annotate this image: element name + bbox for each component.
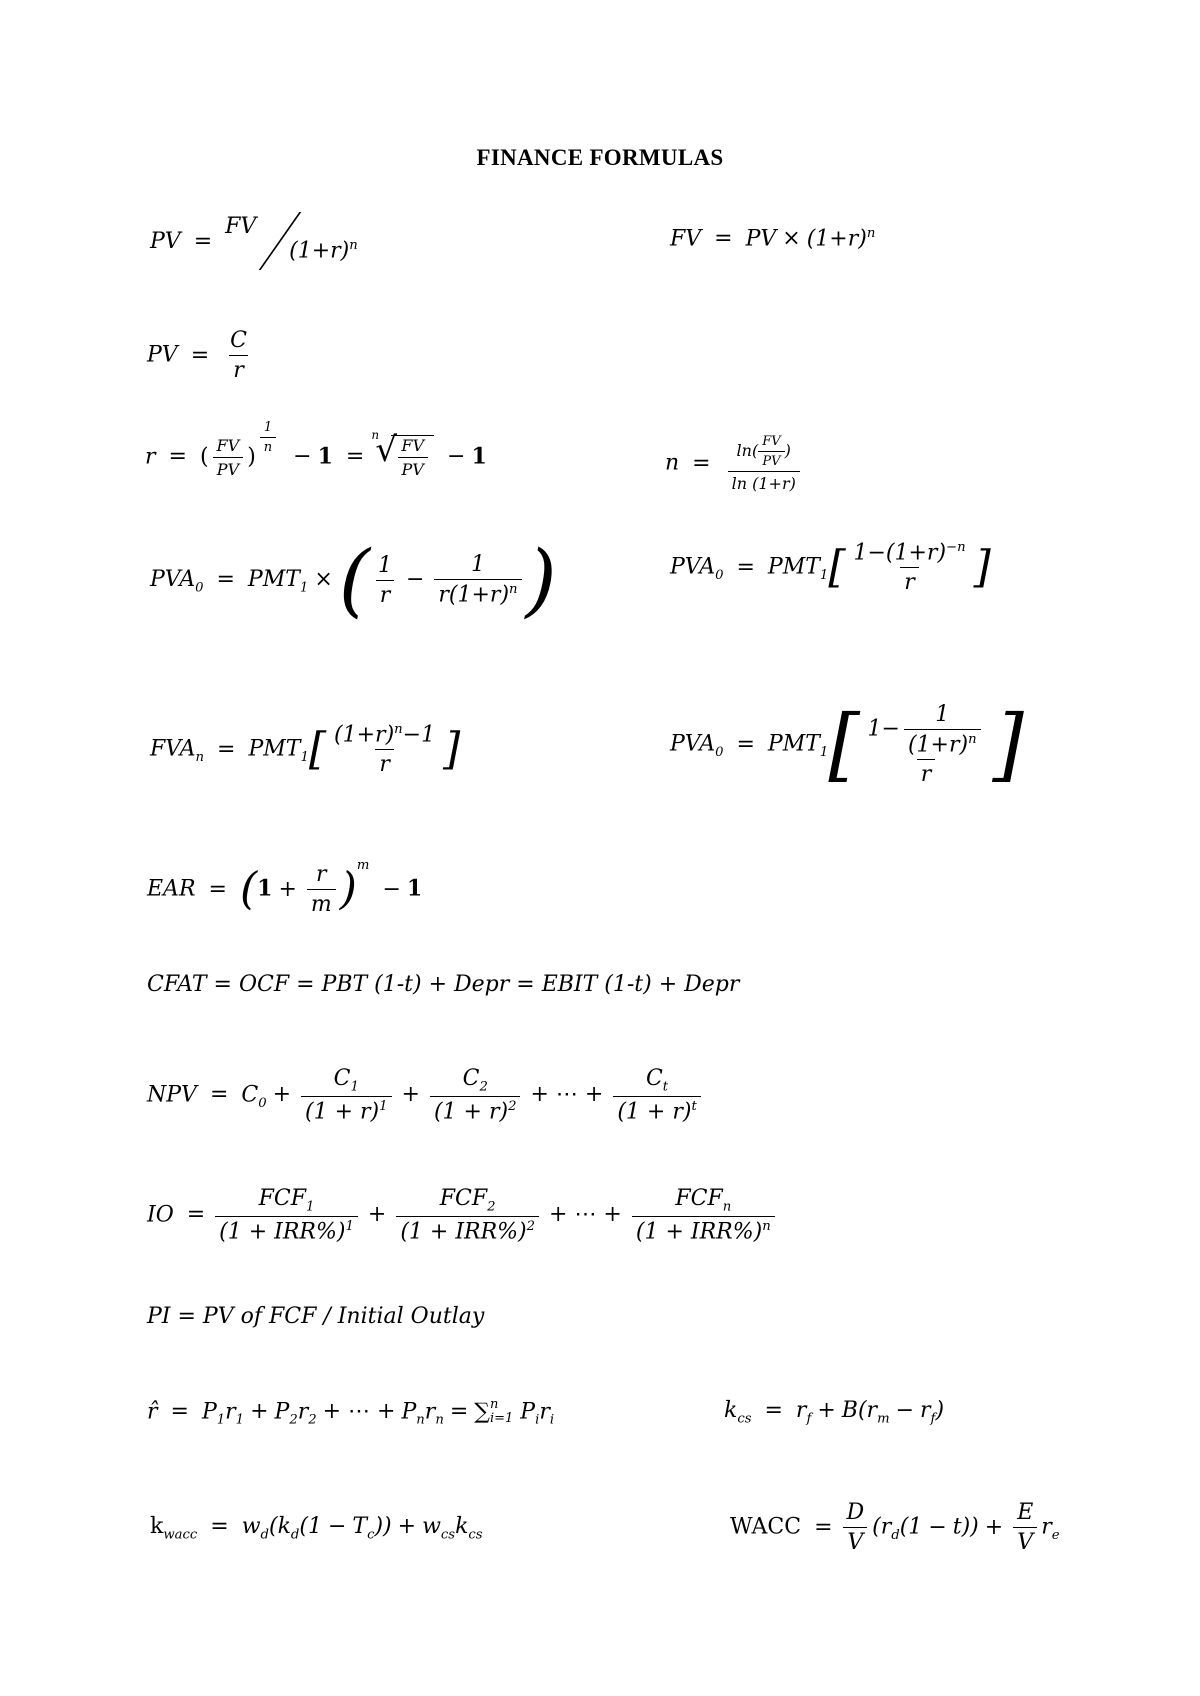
formula-wacc: WACC = $\frac{D}{V}$ $(r_d(1 - t))$ + $\frac{E}{V}$ $r_e$ [730, 1500, 1060, 1555]
formula-expected-return: r̂ = $P_1r_1 + P_2r_2$ + ⋯ + $P_nr_n$ = ∑ n i=1 $P_ir_i$ [147, 1397, 555, 1428]
formula-cfat: CFAT = OCF = PBT (1-t) + Depr = EBIT (1-t) + Depr [147, 972, 740, 997]
formula-irr: IO = $\frac{FCF_1}{(1 + IRR\%)^1}$ + $\frac{FCF_2}{(1 + IRR\%)^2}$ + ⋯ + $\frac{FCF_n}{(1 + IRR\%)^n}$ [147, 1186, 779, 1245]
formula-pva-annuity-3: $PVA_0 = PMT_1$[ 1− $\frac{1}{(1+r)^n}$ r ] [670, 697, 1024, 791]
formula-rate-of-return: r = ( $\frac{FV}{PV}$ ) $^{\frac{1}{n}}$ − 1 = √ n $\frac{FV}{PV}$ − 1 [145, 434, 487, 479]
formula-pv-discount: PV = FV $(1+r)^n$ [150, 212, 335, 272]
formula-fva-annuity: $FVA_n = PMT_1$[ $\frac{(1+r)^n-1}{r}$ ] [150, 722, 461, 778]
formula-effective-annual-rate: EAR = (1 + $\frac{r}{m}$ )$^m$ − 1 [147, 858, 423, 917]
formula-capm: $k_{cs} = r_f + B(r_m - r_f)$ [724, 1398, 945, 1427]
formula-pva-annuity-2: $PVA_0 = PMT_1$[ $\frac{1-(1+r)^{-n}}{r}$ ] [670, 540, 991, 596]
formula-pva-annuity-1: $PVA_0 = PMT_1$ ×( $\frac{1}{r}$ − $\frac{1}{r(1+r)^n}$ ) [150, 533, 557, 626]
formula-profitability-index: PI = PV of FCF / Initial Outlay [147, 1304, 485, 1329]
formula-npv: NPV = $C_0$ + $\frac{C_1}{(1 + r)^1}$ + $\frac{C_2}{(1 + r)^2}$ + ⋯ + $\frac{C_t}{(1 + r)^t}$ [147, 1066, 705, 1125]
formula-k-wacc: $k_{wacc} = w_d(k_d(1 - T_c)) + w_{cs}k_{cs}$ [150, 1514, 483, 1543]
page-title: FINANCE FORMULAS [476, 145, 724, 170]
formula-pv-perpetuity: PV = $\frac{C}{r}$ [147, 328, 247, 383]
formula-fv-compound: FV = PV × $(1+r)^n$ [670, 226, 876, 252]
formula-number-of-periods: n = ln( $\frac{FV}{PV}$ ) ln (1+r) [665, 434, 804, 493]
